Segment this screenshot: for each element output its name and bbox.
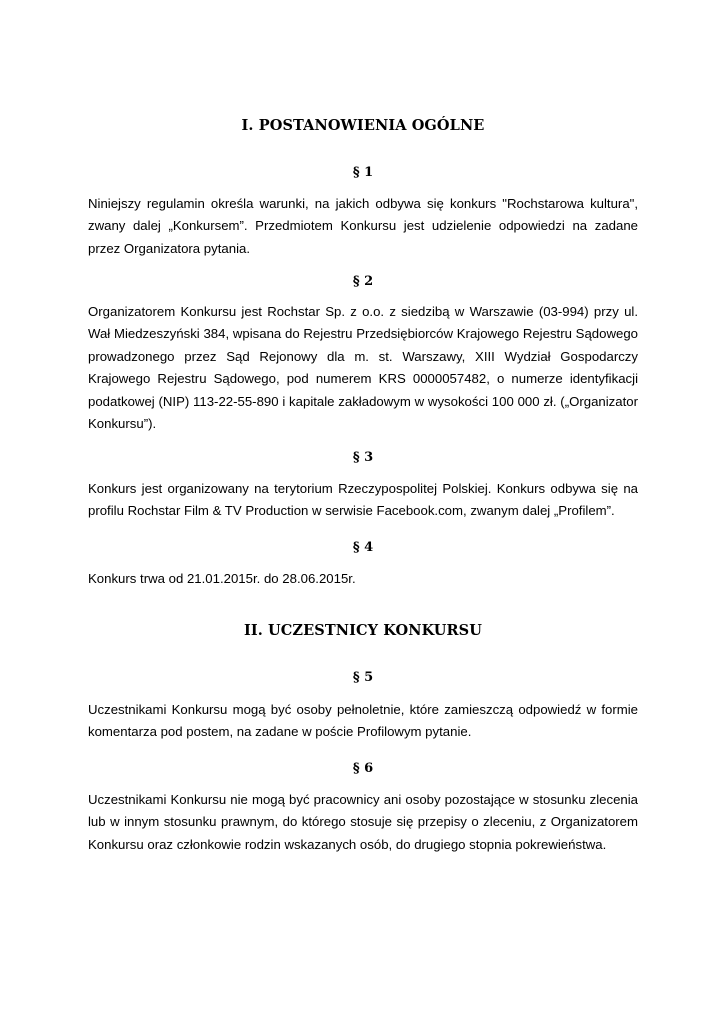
paragraph-text-3: Konkurs jest organizowany na terytorium Rzeczypospolitej Polskiej. Konkurs odbywa się na profilu Rochstar Film & TV Production w serwisie Facebook.com, zwanym dalej „Profilem”.	[88, 481, 638, 519]
paragraph-text-4: Konkurs trwa od 21.01.2015r. do 28.06.2015r.	[88, 571, 356, 586]
section-heading-1: I. POSTANOWIENIA OGÓLNE	[241, 117, 485, 134]
paragraph-text-2: Organizatorem Konkursu jest Rochstar Sp. z o.o. z siedzibą w Warszawie (03-994) przy ul. Wał Miedzeszyński 384, wpisana do Rejestru Przedsiębiorców Krajowego Rejestru Sądowego prowadzonego przez Sąd Rejonowy dla m. st. Warszawy, XIII Wydział Gospodarczy Krajowego Rejestru Sądowego, pod numerem KRS 0000057482, o numerze identyfikacji podatkowej (NIP) 113-22-55-890 i kapitale zakładowym w wysokości 100 000 zł. („Organizator Konkursu”).	[88, 304, 638, 432]
paragraph-mark-2: § 2	[352, 274, 374, 289]
paragraph-text-5: Uczestnikami Konkursu mogą być osoby pełnoletnie, które zamieszczą odpowiedź w formie komentarza pod postem, na zadane w poście Profilowym pytanie.	[88, 702, 638, 740]
paragraph-mark-3: § 3	[352, 450, 374, 465]
paragraph-mark-4: § 4	[352, 540, 374, 555]
paragraph-mark-5: § 5	[352, 670, 374, 685]
paragraph-text-6: Uczestnikami Konkursu nie mogą być pracownicy ani osoby pozostające w stosunku zlecenia lub w innym stosunku prawnym, do którego stosuje się przepisy o zleceniu, z Organizatorem Konkursu oraz członkowie rodzin wskazanych osób, do drugiego stopnia pokrewieństwa.	[88, 792, 638, 852]
paragraph-mark-6: § 6	[352, 761, 374, 776]
paragraph-text-1: Niniejszy regulamin określa warunki, na jakich odbywa się konkurs "Rochstarowa kultura", zwany dalej „Konkursem”. Przedmiotem Konkursu jest udzielenie odpowiedzi na zadane przez Organizatora pytania.	[88, 196, 638, 256]
section-heading-2: II. UCZESTNICY KONKURSU	[243, 622, 483, 639]
paragraph-mark-1: § 1	[352, 165, 374, 180]
